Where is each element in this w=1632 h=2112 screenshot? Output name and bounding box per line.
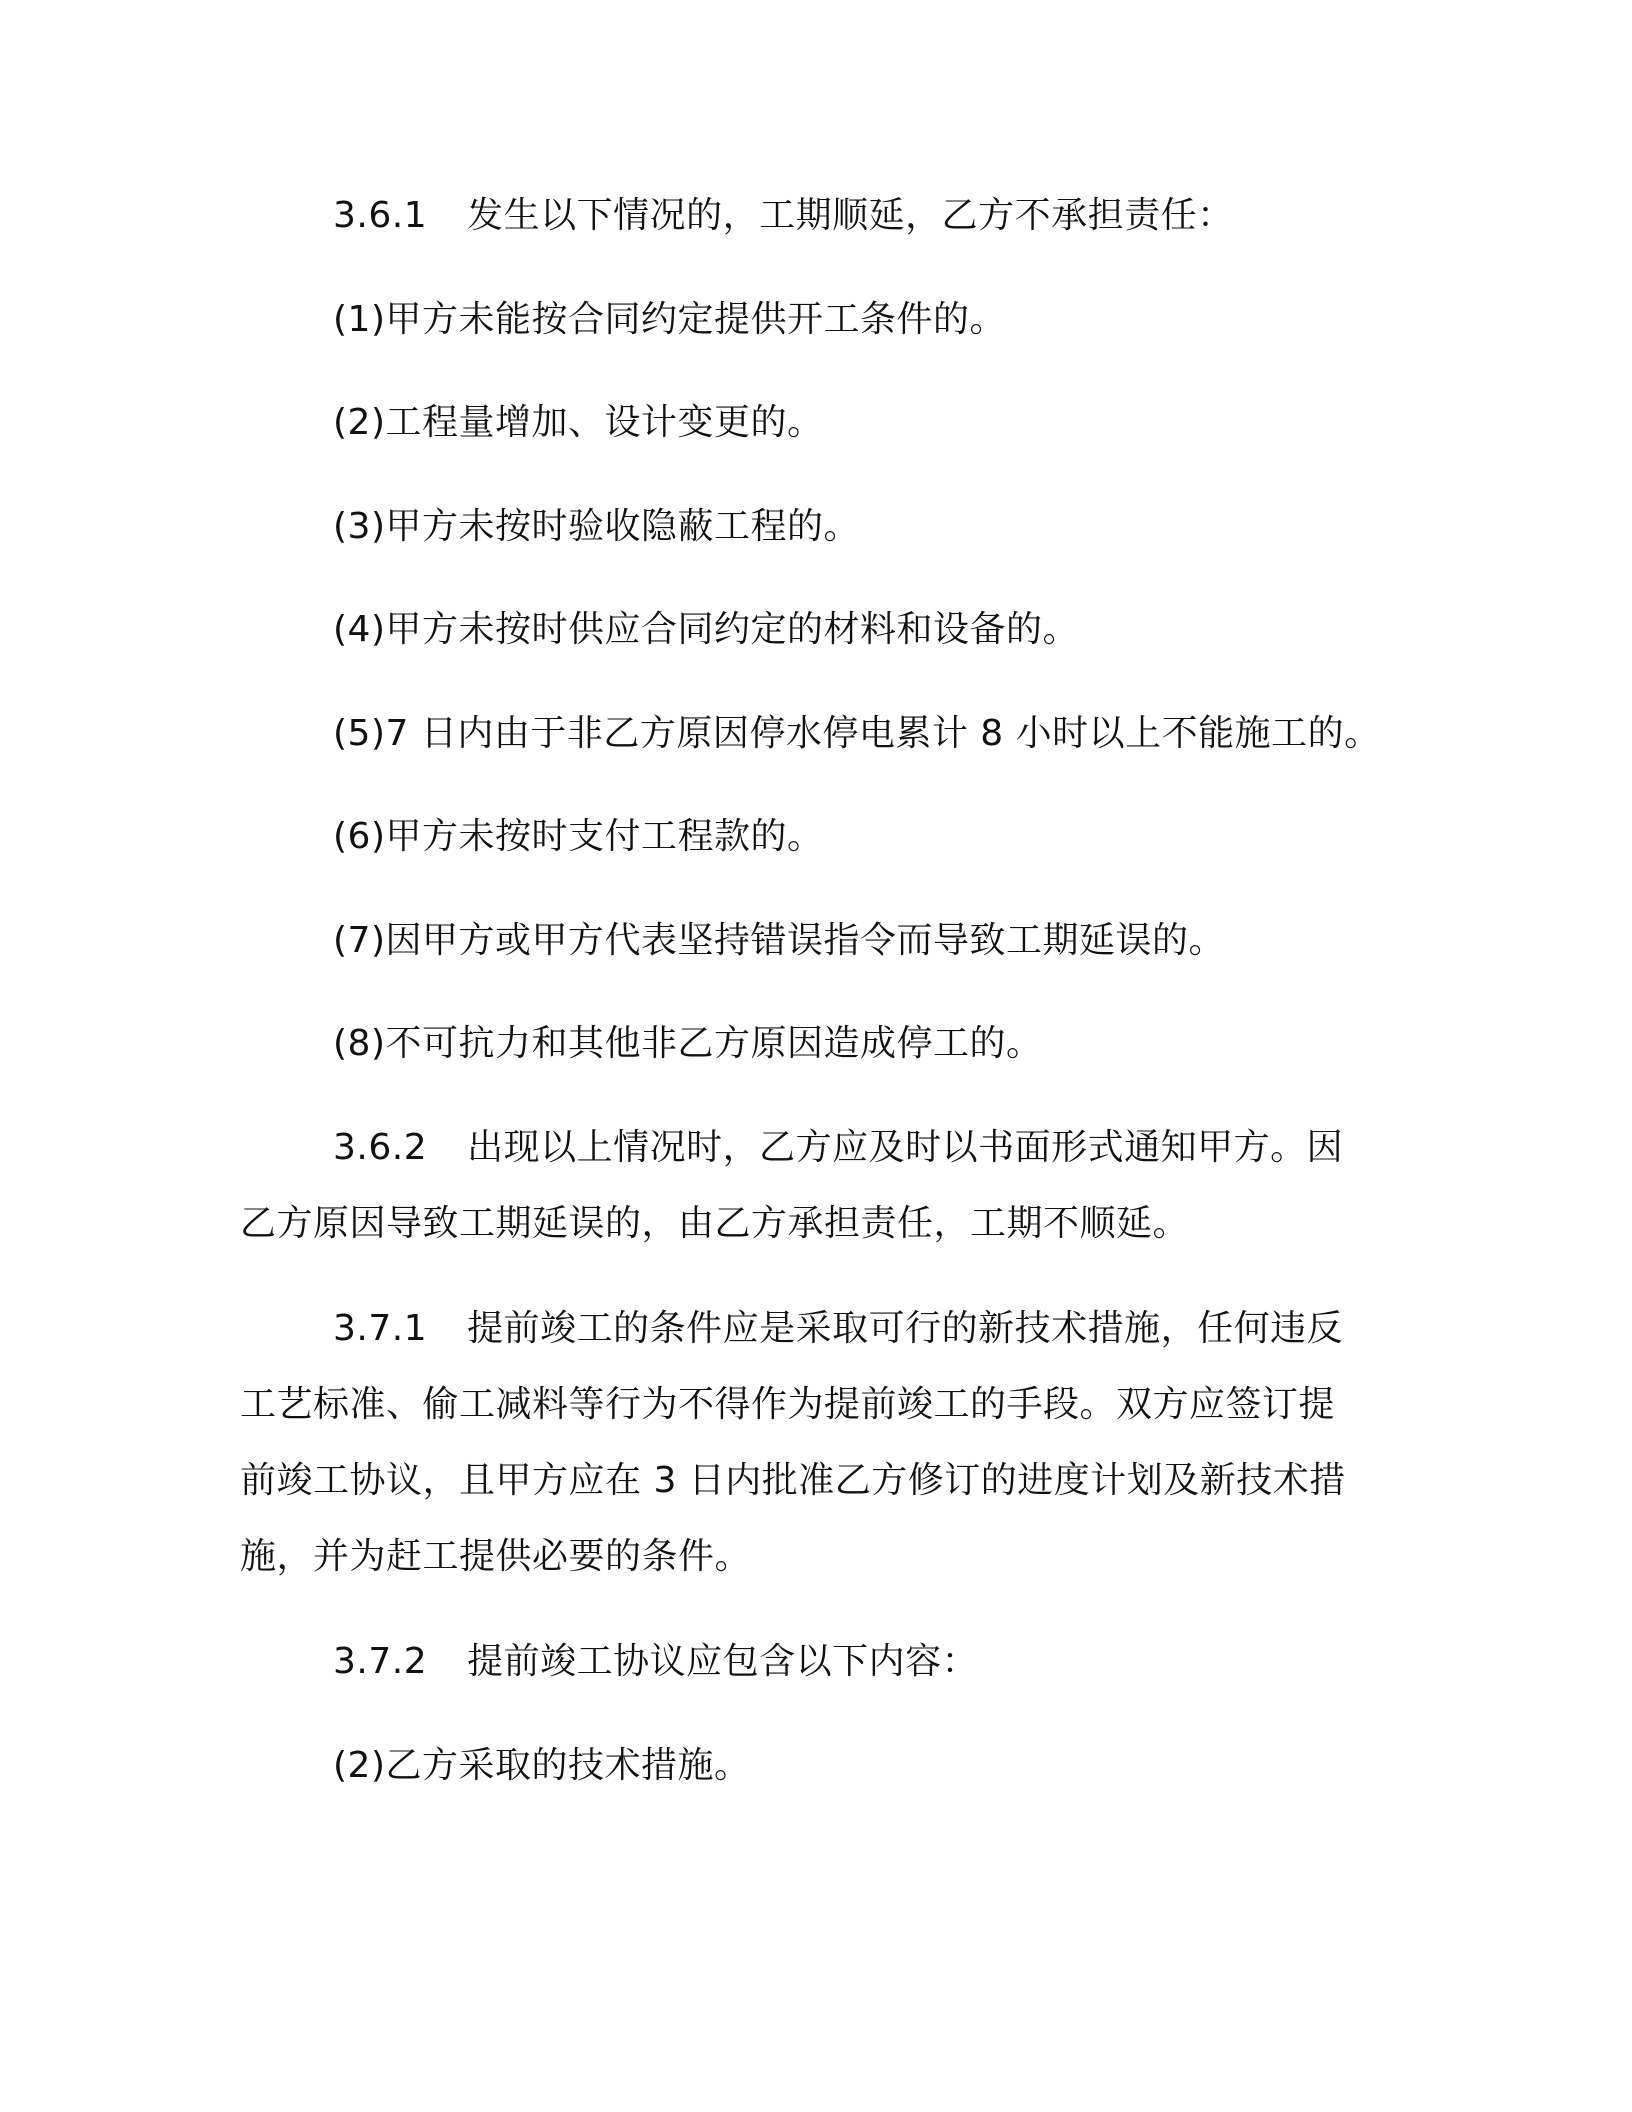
list-item: (2)工程量增加、设计变更的。 (333, 402, 824, 443)
list-item: (5)7 日内由于非乙方原因停水停电累计 8 小时以上不能施工的。 (333, 713, 1381, 754)
list-item: (7)因甲方或甲方代表坚持错误指令而导致工期延误的。 (333, 920, 1225, 961)
paragraph-line: 施，并为赶工提供必要的条件。 (240, 1536, 752, 1577)
paragraph-line: 工艺标准、偷工减料等行为不得作为提前竣工的手段。双方应签订提 (240, 1384, 1336, 1425)
clause-text: 出现以上情况时，乙方应及时以书面形式通知甲方。因 (467, 1127, 1344, 1168)
clause-3-7-2 (0, 1640, 1632, 1684)
clause-number: 3.7.2 (333, 1641, 428, 1682)
list-item: (1)甲方未能按合同约定提供开工条件的。 (333, 299, 1006, 340)
clause-3-6-1 (0, 194, 1632, 238)
paragraph-line: 乙方原因导致工期延误的，由乙方承担责任，工期不顺延。 (240, 1203, 1190, 1244)
clause-text: 提前竣工协议应包含以下内容： (467, 1641, 979, 1682)
clause-number: 3.7.1 (333, 1308, 428, 1349)
list-item: (3)甲方未按时验收隐蔽工程的。 (333, 506, 860, 547)
clause-text: 发生以下情况的，工期顺延，乙方不承担责任： (467, 195, 1234, 236)
clause-3-7-1 (0, 1307, 1632, 1351)
paragraph-line: 前竣工协议，且甲方应在 3 日内批准乙方修订的进度计划及新技术措 (240, 1460, 1346, 1501)
clause-number: 3.6.2 (333, 1127, 428, 1168)
list-item: (8)不可抗力和其他非乙方原因造成停工的。 (333, 1023, 1043, 1064)
clause-3-6-2 (0, 1126, 1632, 1170)
clause-number: 3.6.1 (333, 195, 428, 236)
list-item: (6)甲方未按时支付工程款的。 (333, 816, 824, 857)
clause-text: 提前竣工的条件应是采取可行的新技术措施，任何违反 (467, 1308, 1344, 1349)
list-item: (4)甲方未按时供应合同约定的材料和设备的。 (333, 609, 1079, 650)
list-item: (2)乙方采取的技术措施。 (333, 1745, 751, 1786)
